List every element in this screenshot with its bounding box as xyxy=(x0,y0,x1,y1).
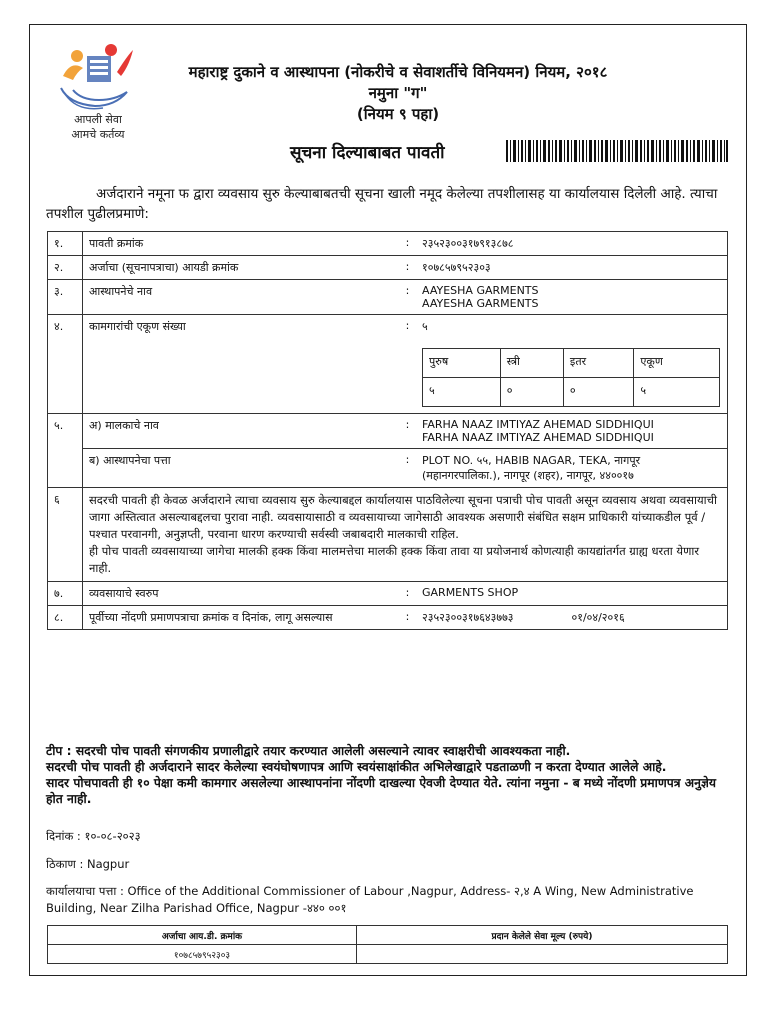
establishment-name-line1: AAYESHA GARMENTS xyxy=(422,284,539,297)
separator: : xyxy=(399,280,416,315)
header-total: एकूण xyxy=(634,349,720,378)
count-male: ५ xyxy=(423,378,501,407)
field-label: व्यवसायाचे स्वरुप xyxy=(83,582,400,606)
note-line1: टीप : सदरची पोच पावती संगणकीय प्रणालीद्वारे तयार करण्यात आलेली असल्याने त्यावर स्वाक्षरीची आवश्यकता नाही. xyxy=(46,744,571,758)
row-number: २. xyxy=(48,256,83,280)
worker-count xyxy=(416,315,728,414)
table-row xyxy=(48,582,728,606)
act-title: महाराष्ट्र दुकाने व आस्थापना (नोकरीचे व सेवाशर्तीचे विनियमन) नियम, २०१८ xyxy=(188,63,608,81)
field-label: कामगारांची एकूण संख्या xyxy=(83,315,400,414)
note-line3: सादर पोचपावती ही १० पेक्षा कमी कामगार असलेल्या आस्थापनांना नोंदणी दाखल्या ऐवजी देण्यात येते. त्यांना नमुना - ब मध्ये नोंदणी प्रमाणपत्र अनुज्ञेय होत नाही. xyxy=(46,776,717,806)
logo-caption-line1: आपली सेवा xyxy=(74,113,122,126)
separator: : xyxy=(399,315,416,414)
service-fee-value xyxy=(357,945,728,964)
barcode-image xyxy=(506,140,728,162)
row-number: ३. xyxy=(48,280,83,315)
table-row xyxy=(423,378,720,407)
office-value-line2: Building, Near Zilha Parishad Office, Nagpur -४४० ००१ xyxy=(46,901,347,915)
fee-table xyxy=(47,925,728,964)
row-number: ७. xyxy=(48,582,83,606)
header-female: स्त्री xyxy=(500,349,563,378)
details-table xyxy=(47,231,728,630)
owner-name xyxy=(416,414,728,449)
application-id: १०७८५७९५२३०३ xyxy=(416,256,728,280)
establishment-address xyxy=(416,449,728,488)
logo-caption-line2: आमचे कर्तव्य xyxy=(71,128,125,141)
separator: : xyxy=(399,256,416,280)
previous-registration-number: २३५२३००३१७६४३७७३ xyxy=(422,611,514,624)
office-label: कार्यालयाचा पत्ता : xyxy=(46,884,124,898)
separator: : xyxy=(399,582,416,606)
separator: : xyxy=(399,606,416,630)
table-row xyxy=(48,315,728,414)
issue-place xyxy=(46,857,129,872)
field-label: पूर्वीच्या नोंदणी प्रमाणपत्राचा क्रमांक व दिनांक, लागू असल्यास xyxy=(83,606,400,630)
previous-registration-date: ०१/०४/२०१६ xyxy=(571,611,625,624)
note-section xyxy=(46,743,736,807)
worker-total: ५ xyxy=(422,320,428,333)
table-row xyxy=(48,256,728,280)
note-line2: सदरची पोच पावती ही अर्जदाराने सादर केलेल्या स्वयंघोषणापत्र आणि स्वयंसाक्षांकीत अभिलेखाद्वारे पडताळणी न करता देण्यात आलेले आहे. xyxy=(46,760,667,774)
table-row xyxy=(48,926,728,945)
issue-date xyxy=(46,829,141,844)
document-subject: सूचना दिल्याबाबत पावती xyxy=(290,143,445,163)
form-name: नमुना "ग" xyxy=(368,84,428,102)
worker-breakdown-table xyxy=(422,348,720,407)
date-value: १०-०८-२०२३ xyxy=(84,829,141,843)
establishment-name xyxy=(416,280,728,315)
business-nature: GARMENTS SHOP xyxy=(416,582,728,606)
receipt-number: २३५२३००३१७९१३८७८ xyxy=(416,232,728,256)
table-row xyxy=(48,606,728,630)
disclaimer-text: सदरची पावती ही केवळ अर्जदाराने त्याचा व्यवसाय सुरु केल्याबद्दल कार्यालयास पाठविलेल्या सूचना पत्राची पोच पावती असून व्यवसाय अथवा व्यवसायाची जागा अस्तित्वात असल्याबद्दलचा पुरावा नाही. व्यवसायासाठी व व्यवसायाच्या जागेसाठी आवश्यक असणारी संबंधित सक्षम प्राधिकारी यांच्याकडील पूर्व / पश्चात परवानगी, अनुज्ञप्ती, परवाना धारण करण्याची सर्वस्वी जबाबदारी मालकाची राहिल. xyxy=(89,493,717,541)
office-address xyxy=(46,883,726,917)
address-line2: (महानगरपालिका.), नागपूर (शहर), नागपूर, ४४००१७ xyxy=(422,469,634,482)
establishment-name-line2: AAYESHA GARMENTS xyxy=(422,297,539,310)
disclaimer-cell xyxy=(83,488,728,582)
date-label: दिनांक : xyxy=(46,829,81,843)
place-value: Nagpur xyxy=(86,857,130,871)
row-number: ८. xyxy=(48,606,83,630)
table-row xyxy=(48,414,728,449)
logo-caption xyxy=(53,112,143,142)
count-other: ० xyxy=(563,378,633,407)
row-number: ४. xyxy=(48,315,83,414)
separator: : xyxy=(399,232,416,256)
header-application-id: अर्जाचा आय.डी. क्रमांक xyxy=(48,926,357,945)
row-number: ५. xyxy=(48,414,83,488)
table-row xyxy=(423,349,720,378)
field-label: अर्जाचा (सूचनापत्राचा) आयडी क्रमांक xyxy=(83,256,400,280)
header-male: पुरुष xyxy=(423,349,501,378)
count-total: ५ xyxy=(634,378,720,407)
table-row xyxy=(48,232,728,256)
address-line1: PLOT NO. ५५, HABIB NAGAR, TEKA, नागपूर xyxy=(422,454,641,467)
office-value-line1: Office of the Additional Commissioner of Labour ,Nagpur, Address- २,४ A Wing, New Administrative xyxy=(127,884,694,898)
application-id-value: १०७८५७९५२३०३ xyxy=(48,945,357,964)
owner-name-line1: FARHA NAAZ IMTIYAZ AHEMAD SIDDHIQUI xyxy=(422,418,654,431)
intro-paragraph: अर्जदाराने नमूना फ द्वारा व्यवसाय सुरु केल्याबाबतची सूचना खाली नमूद केलेल्या तपशीलासह या कार्यालयास दिलेली आहे. त्याचा तपशील पुढीलप्रमाणे: xyxy=(46,186,718,222)
separator: : xyxy=(399,449,416,488)
disclaimer-text-2: ही पोच पावती व्यवसायाच्या जागेचा मालकी हक्क किंवा मालमत्तेचा मालकी हक्क किंवा तावा या प्रयोजनार्थ कोणत्याही कायद्यांतर्गत ग्राह्य धरता येणार नाही. xyxy=(89,544,700,575)
row-number: १. xyxy=(48,232,83,256)
field-label: ब) आस्थापनेचा पत्ता xyxy=(83,449,400,488)
header-service-fee: प्रदान केलेले सेवा मूल्य (रुपये) xyxy=(357,926,728,945)
table-row xyxy=(48,280,728,315)
rule-reference: (नियम ९ पहा) xyxy=(356,105,440,123)
table-row xyxy=(48,449,728,488)
row-number: ६ xyxy=(48,488,83,582)
owner-name-line2: FARHA NAAZ IMTIYAZ AHEMAD SIDDHIQUI xyxy=(422,431,654,444)
place-label: ठिकाण : xyxy=(46,857,84,871)
field-label: अ) मालकाचे नाव xyxy=(83,414,400,449)
separator: : xyxy=(399,414,416,449)
table-row xyxy=(48,945,728,964)
count-female: ० xyxy=(500,378,563,407)
field-label: पावती क्रमांक xyxy=(83,232,400,256)
previous-registration xyxy=(416,606,728,630)
field-label: आस्थापनेचे नाव xyxy=(83,280,400,315)
header-other: इतर xyxy=(563,349,633,378)
table-row xyxy=(48,488,728,582)
